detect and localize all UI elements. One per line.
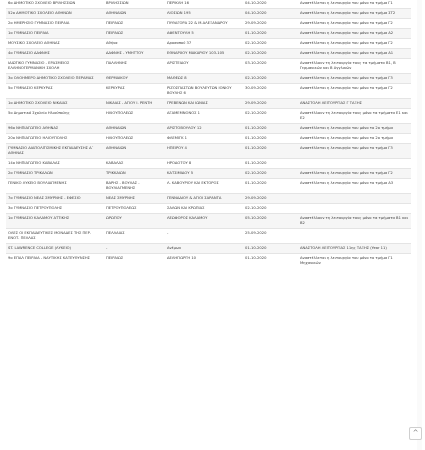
school-name-cell: 1ο ΓΥΜΝΑΣΙΟ ΚΑΛΑΜΟΥ ΑΤΤΙΚΗΣ [6, 214, 104, 229]
school-name-cell: 6ο ΔΗΜΟΤΙΚΟ ΣΧΟΛΕΙΟ ΒΡΙΛΗΣΣΙΩΝ [6, 0, 104, 9]
school-name-cell: ΟΛΕΣ ΟΙ ΕΚΠΑΙΔΕΥΤΙΚΕΣ ΜΟΝΑΔΕΣ ΤΗΣ ΠΕΡ. ΕΝΟΤ. ΠΕΛΛΑΣ [6, 229, 104, 244]
municipality-cell: ΚΕΡΚΥΡΑΣ [104, 84, 165, 99]
notes-cell: ΑΝΑΣΤΟΛΗ ΛΕΙΤΟΥΡΓΙΑΣ 11ης ΤΑΞΗΣ (Year 11) [298, 244, 411, 254]
chevron-up-icon: ^ [412, 429, 419, 437]
table-row [6, 99, 411, 109]
address-cell: ΗΠΕΙΡΟΥ 4 [165, 144, 243, 159]
municipality-cell: ΝΕΑΣ ΣΜΥΡΝΗΣ [104, 194, 165, 204]
address-cell: ΦΛΕΜΙΓΚ 1 [165, 134, 243, 144]
school-name-cell: 20ο ΝΗΠΙΑΓΩΓΕΙΟ ΗΛΙΟΥΠΟΛΗΣ [6, 134, 104, 144]
table-row [6, 49, 411, 59]
school-name-cell: 3ο ΓΥΜΝΑΣΙΟ ΠΕΤΡΟΥΠΟΛΗΣ [6, 204, 104, 214]
notes-cell: Αναστέλλεται η λειτουργία του μόνο το τμήμα Γ1 Μηχανικών [298, 254, 411, 269]
table-row [6, 144, 411, 159]
date-cell: 01-10-2020 [243, 254, 298, 269]
municipality-cell: ΠΕΙΡΑΙΩΣ [104, 29, 165, 39]
municipality-cell: ΚΑΒΑΛΑΣ [104, 159, 165, 169]
notes-cell [298, 159, 411, 169]
date-cell: 01-10-2020 [243, 244, 298, 254]
school-name-cell: 1ο ΓΥΜΝΑΣΙΟ ΠΕΙΡΑΙΑ [6, 29, 104, 39]
municipality-cell: ΑΘΗΝΑΙΩΝ [104, 144, 165, 159]
notes-cell: Αναστέλλεται η λειτουργία του μόνο το τμήμα Γ3 [298, 74, 411, 84]
school-name-cell: 2ο ΗΜΕΡΗΣΙΟ ΓΥΜΝΑΣΙΟ ΠΕΙΡΑΙΑ [6, 19, 104, 29]
notes-cell: Αναστέλλουν τη λειτουργία τους μόνο τα τμήματα Β1 και Β2 [298, 214, 411, 229]
municipality-cell: ΒΡΙΛΗΣΣΙΩΝ [104, 0, 165, 9]
school-name-cell: 96ο ΝΗΠΙΑΓΩΓΕΙΟ ΑΘΗΝΑΣ [6, 124, 104, 134]
municipality-cell: ΠΕΤΡΟΥΠΟΛΕΩΣ [104, 204, 165, 214]
address-cell: Ανέμων [165, 244, 243, 254]
school-name-cell: 7ο ΓΥΜΝΑΣΙΟ ΝΕΑΣ ΣΜΥΡΝΗΣ - ΕΦΕΣΙΟ [6, 194, 104, 204]
notes-cell: Αναστέλλεται η λειτουργία του μόνο το τμήμα Γ3 [298, 144, 411, 159]
date-cell: 04-10-2020 [243, 9, 298, 19]
address-cell: ΑΓΑΜΕΜΝΟΝΟΣ 1 [165, 109, 243, 124]
address-cell: ΛΕΩΦΟΡΟΣ ΚΑΛΑΜΟΥ [165, 214, 243, 229]
date-cell: 02-10-2020 [243, 49, 298, 59]
address-cell: ΗΡΟΔΟΤΟΥ 8 [165, 159, 243, 169]
municipality-cell: ΗΛΙΟΥΠΟΛΕΩΣ [104, 134, 165, 144]
table-row [6, 74, 411, 84]
municipality-cell: ΤΡΙΚΚΑΙΩΝ [104, 169, 165, 179]
date-cell: 30-09-2020 [243, 84, 298, 99]
date-cell: 25-09-2020 [243, 229, 298, 244]
municipality-cell: ΑΘΗΝΑΙΩΝ [104, 124, 165, 134]
table-row [6, 179, 411, 194]
date-cell: 03-10-2020 [243, 59, 298, 74]
notes-cell: Αναστέλλεται η λειτουργία του μόνο το τμήμα Γ2 [298, 19, 411, 29]
date-cell: 01-10-2020 [243, 29, 298, 39]
school-name-cell: 2ο ΓΥΜΝΑΣΙΟ ΤΡΙΚΑΛΩΝ [6, 169, 104, 179]
date-cell: 04-10-2020 [243, 0, 298, 9]
table-row [6, 19, 411, 29]
table-row [6, 9, 411, 19]
notes-cell: Αναστέλλεται η λειτουργία του μόνο το 2ο τμήμα [298, 124, 411, 134]
municipality-cell: ΘΕΡΜΑΙΚΟΥ [104, 74, 165, 84]
municipality-cell: ΑΘΗΝΑΙΩΝ [104, 9, 165, 19]
notes-cell: Αναστέλλουν τη λειτουργία τους τα τμήματα Β1, Β Γερμανικών και Β Αγγλικών [298, 59, 411, 74]
notes-cell: Αναστέλλουν τη λειτουργία τους μόνο τα τμήματα Ε1 και Ε2 [298, 109, 411, 124]
notes-cell [298, 204, 411, 214]
date-cell: 02-10-2020 [243, 39, 298, 49]
table-body [6, 0, 411, 268]
address-cell: ΣΑΛΩΝ ΚΑΙ ΚΡΩΠΙΑΣ [165, 204, 243, 214]
municipality-cell: ΔΑΦΝΗΣ - ΥΜΗΤΤΟΥ [104, 49, 165, 59]
table-row [6, 169, 411, 179]
date-cell: 02-10-2020 [243, 169, 298, 179]
table-row [6, 204, 411, 214]
address-cell: ΚΑΤΣΙΜΙΔΟΥ 5 [165, 169, 243, 179]
school-name-cell: 4ο ΓΥΜΝΑΣΙΟ ΔΑΦΝΗΣ [6, 49, 104, 59]
notes-cell: Αναστέλλεται η λειτουργία του μόνο το 2ο τμήμα [298, 134, 411, 144]
address-cell: - [165, 229, 243, 244]
date-cell: 29-09-2020 [243, 19, 298, 29]
municipality-cell: ΩΡΩΠΟΥ [104, 214, 165, 229]
notes-cell [298, 194, 411, 204]
table-row [6, 244, 411, 254]
address-cell: ΓΡΕΒΕΝΩΝ ΚΑΙ ΙΩΝΙΑΣ [165, 99, 243, 109]
municipality-cell: ΠΕΛΛΑΙΑΣ [104, 229, 165, 244]
table-row [6, 229, 411, 244]
municipality-cell: Αθήνα [104, 39, 165, 49]
school-name-cell: 3ο ΟΛΟΗΜΕΡΟ ΔΗΜΟΤΙΚΟ ΣΧΟΛΕΙΟ ΠΕΡΑΜΑΣ [6, 74, 104, 84]
school-name-cell: ΓΕΝΙΚΟ ΛΥΚΕΙΟ ΒΟΥΛΙΑΓΜΕΝΗΣ [6, 179, 104, 194]
municipality-cell: ΒΑΡΗΣ - ΒΟΥΛΑΣ - ΒΟΥΛΙΑΓΜΕΝΗΣ [104, 179, 165, 194]
municipality-cell: ΝΙΚΑΙΑΣ - ΑΓΙΟΥ Ι. ΡΕΝΤΗ [104, 99, 165, 109]
date-cell: 01-10-2020 [243, 144, 298, 159]
notes-cell: Αναστέλλεται η λειτουργία του μόνο το τμήμα Γ2 [298, 169, 411, 179]
school-name-cell: 52ο ΔΗΜΟΤΙΚΟ ΣΧΟΛΕΙΟ ΑΘΗΝΩΝ [6, 9, 104, 19]
notes-cell: Αναστέλλεται η λειτουργία του μόνο το τμήμα Γ2 [298, 84, 411, 99]
address-cell: ΔΕΛΗΓΙΩΡΓΗ 10 [165, 254, 243, 269]
address-cell: ΓΕΝΝΑΔΙΟΥ & ΑΓΙΟΙ ΣΑΡΑΝΤΑ [165, 194, 243, 204]
municipality-cell: - [104, 244, 165, 254]
date-cell: 29-09-2020 [243, 99, 298, 109]
municipality-cell: ΠΑΛΛΗΝΗΣ [104, 59, 165, 74]
table-row [6, 159, 411, 169]
address-cell: ΠΕΡΙΚΛΗ 16 [165, 0, 243, 9]
notes-cell: Αναστέλλεται η λειτουργία του μόνο το τμήμα Γ1 [298, 0, 411, 9]
scrollbar[interactable] [417, 0, 422, 450]
address-cell: ΕΘΝΑΡΧΟΥ ΜΑΚΑΡΙΟΥ 103-105 [165, 49, 243, 59]
school-name-cell: 5ο ΓΥΜΝΑΣΙΟ ΚΕΡΚΥΡΑΣ [6, 84, 104, 99]
date-cell: 02-10-2020 [243, 74, 298, 84]
table-row [6, 109, 411, 124]
table-row [6, 84, 411, 99]
table-row [6, 194, 411, 204]
school-name-cell: 5ο Δημοτικό Σχολείο Ηλιούπολης [6, 109, 104, 124]
date-cell: 05-10-2020 [243, 214, 298, 229]
date-cell: 01-10-2020 [243, 159, 298, 169]
municipality-cell: ΠΕΙΡΑΙΩΣ [104, 254, 165, 269]
school-name-cell: ΜΟΥΣΙΚΟ ΣΧΟΛΕΙΟ ΑΘΗΝΑΣ [6, 39, 104, 49]
school-name-cell: 9ο ΕΠΑΛ ΠΕΙΡΑΙΑ - ΝΑΥΤΙΚΗΣ ΚΑΤΕΥΘΥΝΣΗΣ [6, 254, 104, 269]
table-row [6, 59, 411, 74]
date-cell: 01-10-2020 [243, 134, 298, 144]
date-cell: 29-09-2020 [243, 194, 298, 204]
address-cell: ΜΑΘΕΩΣ 8 [165, 74, 243, 84]
address-cell: ΛΙΟΣΙΩΝ 195 [165, 9, 243, 19]
date-cell: 01-10-2020 [243, 124, 298, 134]
municipality-cell: ΠΕΙΡΑΙΩΣ [104, 19, 165, 29]
notes-cell: Αναστέλλεται η λειτουργία του μόνο το τμήμα Α2 [298, 29, 411, 39]
notes-cell: Αναστέλλεται η λειτουργία του μόνο το τμήμα Α3 [298, 179, 411, 194]
table-row [6, 214, 411, 229]
table-row [6, 254, 411, 269]
school-name-cell: ΙΔΙΩΤΙΚΟ ΓΥΜΝΑΣΙΟ - ΕΡΑΣΜΕΙΟΣ ΕΛΛΗΝΟΓΕΡΜΑΝΙΚΗ ΣΧΟΛΗ [6, 59, 104, 74]
municipality-cell: ΗΛΙΟΥΠΟΛΕΩΣ [104, 109, 165, 124]
notes-cell: Αναστέλλεται η λειτουργία του μόνο το τμήμα Α1 [298, 49, 411, 59]
date-cell: 01-10-2020 [243, 179, 298, 194]
table-row [6, 134, 411, 144]
notes-cell: ΑΝΑΣΤΟΛΗ ΛΕΙΤΟΥΡΓΙΑΣ Γ ΤΑΞΗΣ [298, 99, 411, 109]
school-name-cell: 14ο ΝΗΠΙΑΓΩΓΕΙΟ ΚΑΒΑΛΑΣ [6, 159, 104, 169]
address-cell: ΑΡΙΣΤΟΒΟΥΛΟΥ 12 [165, 124, 243, 134]
address-cell: Λ. ΚΑΒΟΥΡΙΟΥ ΚΑΙ ΕΚΤΟΡΟΣ [165, 179, 243, 194]
address-cell: ΠΥΘΑΓΟΡΑ 22 & Μ.ΑΛΕΞΑΝΔΡΟΥ [165, 19, 243, 29]
table-row [6, 124, 411, 134]
date-cell: 02-10-2020 [243, 109, 298, 124]
notes-cell [298, 229, 411, 244]
address-cell: ΡΙΖΟΣΠΑΣΤΩΝ ΒΟΥΛΕΥΤΩΝ ΙΟΝΙΟΥ ΒΟΥΛΗΣ 6 [165, 84, 243, 99]
table-row [6, 39, 411, 49]
school-closures-table [6, 0, 411, 268]
table-row [6, 29, 411, 39]
date-cell: 02-10-2020 [243, 204, 298, 214]
school-name-cell: 1ο ΔΗΜΟΤΙΚΟ ΣΧΟΛΕΙΟ ΝΙΚΑΙΑΣ [6, 99, 104, 109]
notes-cell: Αναστέλλεται η λειτουργία του μόνο το τμήμα ΣΤ2 [298, 9, 411, 19]
scroll-to-top-button[interactable] [409, 427, 422, 440]
address-cell: ΑΡΙΣΤΕΙΔΟΥ [165, 59, 243, 74]
school-name-cell: ST. LAWRENCE COLLEGE (ΛΥΚΕΙΟ) [6, 244, 104, 254]
school-name-cell: ΓΥΜΝΑΣΙΟ ΔΙΑΠΟΛΙΤΙΣΜΙΚΗΣ ΕΚΠΑΙΔΕΥΣΗΣ Δ΄ ΑΘΗΝΑΣ [6, 144, 104, 159]
address-cell: Δροσοπού 37 [165, 39, 243, 49]
table-row [6, 0, 411, 9]
address-cell: ΑΦΕΝΤΟΥΛΗ 5 [165, 29, 243, 39]
notes-cell: Αναστέλλεται η λειτουργία του μόνο το τμήμα Γ2 [298, 39, 411, 49]
